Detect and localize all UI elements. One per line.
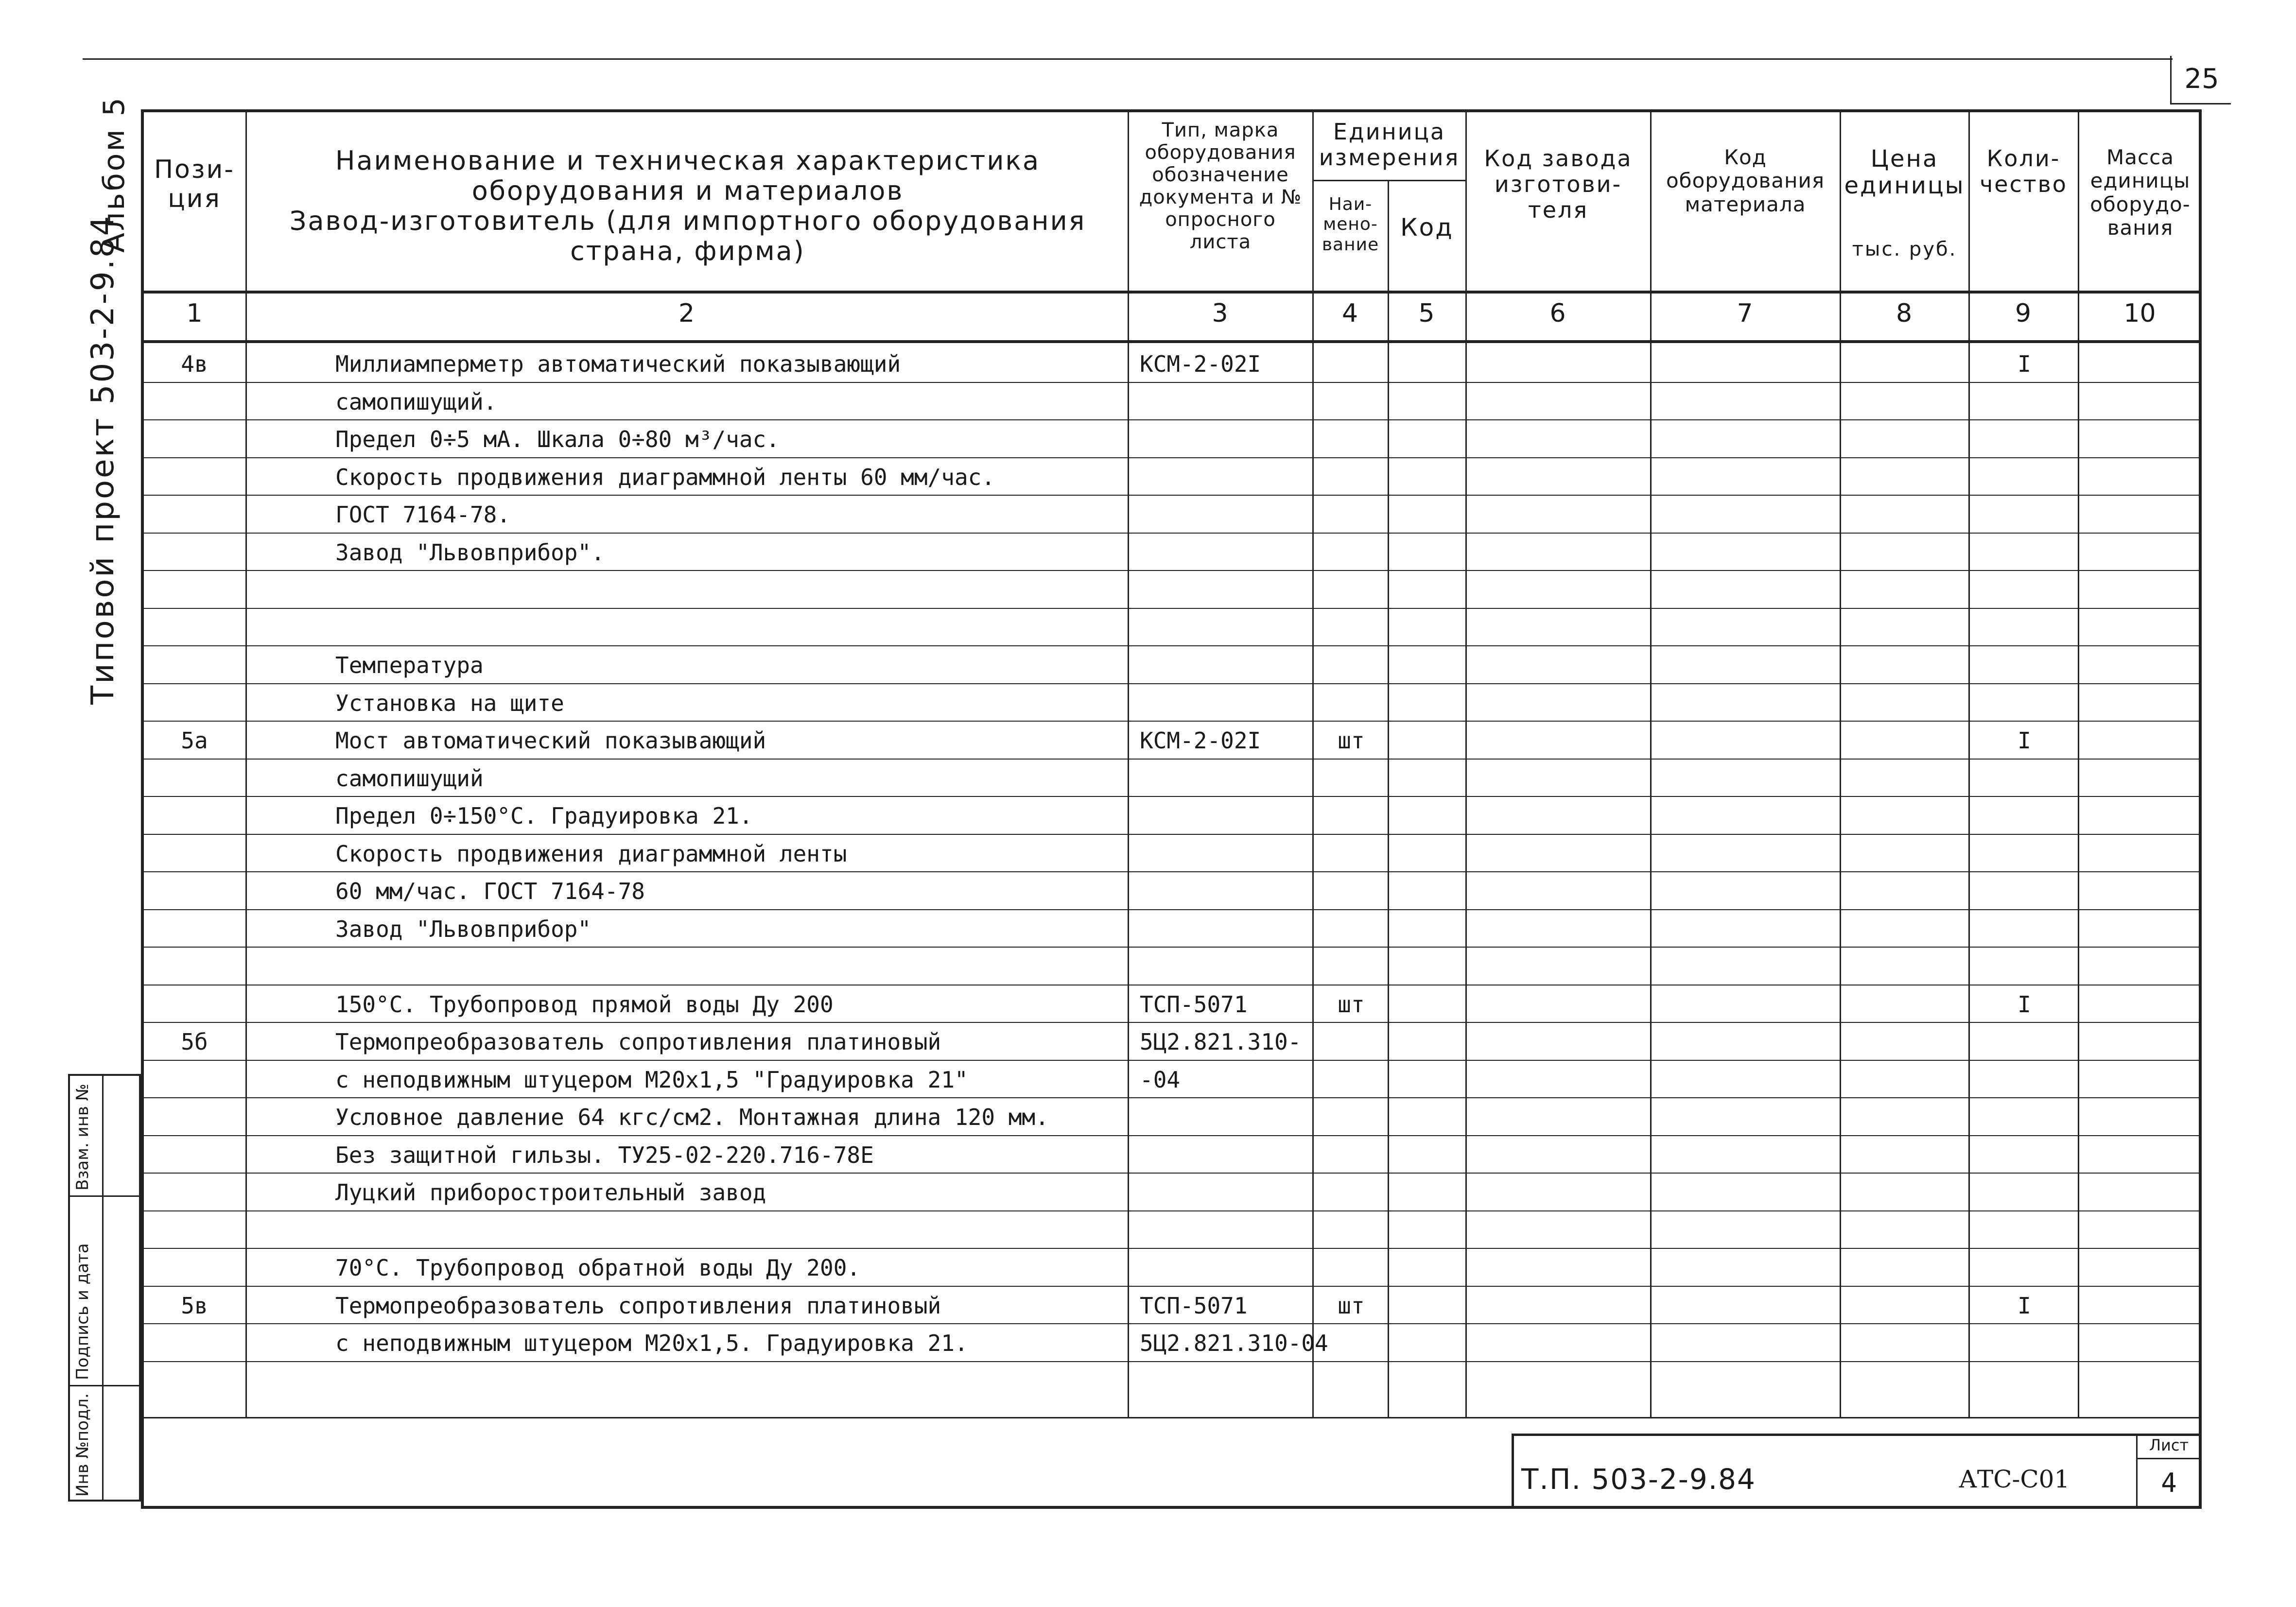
row-rule bbox=[141, 1022, 2202, 1023]
row-name: Термопреобразователь сопротивления платиновый bbox=[335, 1029, 941, 1055]
row-rule bbox=[141, 834, 2202, 835]
title-block-sheet-divider bbox=[2136, 1434, 2138, 1509]
row-unit: шт bbox=[1338, 727, 1365, 754]
row-type: ТСП-5071 bbox=[1140, 991, 1248, 1018]
row-rule bbox=[141, 645, 2202, 646]
header-unit: Единица измерения bbox=[1319, 119, 1460, 171]
row-name: Мост автоматический показывающий bbox=[335, 727, 766, 754]
row-name: с неподвижным штуцером М20х1,5. Градуировка 21. bbox=[335, 1330, 968, 1356]
header-position: Пози- ция bbox=[154, 155, 235, 213]
row-type: 5Ц2.821.310- bbox=[1140, 1029, 1302, 1055]
sheet-label: Лист bbox=[2149, 1436, 2189, 1454]
row-name: Завод "Львовприбор" bbox=[335, 916, 591, 942]
row-rule bbox=[141, 457, 2202, 458]
row-name: Предел 0÷5 мА. Шкала 0÷80 м³/час. bbox=[335, 426, 780, 452]
row-name: Предел 0÷150°С. Градуировка 21. bbox=[335, 803, 753, 829]
row-rule bbox=[141, 382, 2202, 383]
row-name: Миллиамперметр автоматический показывающий bbox=[335, 351, 901, 377]
row-name: Скорость продвижения диаграммной ленты bbox=[335, 840, 847, 867]
page-number: 25 bbox=[2184, 63, 2219, 95]
row-type: ТСП-5071 bbox=[1140, 1292, 1248, 1319]
row-type: -04 bbox=[1140, 1066, 1181, 1093]
row-position: 5б bbox=[181, 1029, 208, 1055]
row-unit: шт bbox=[1338, 991, 1365, 1018]
row-name: Термопреобразователь сопротивления платиновый bbox=[335, 1292, 941, 1319]
row-name: ГОСТ 7164-78. bbox=[335, 501, 511, 528]
row-rule bbox=[141, 947, 2202, 948]
row-name: 60 мм/час. ГОСТ 7164-78 bbox=[335, 878, 645, 904]
header-unit-name: Наи- мено- вание bbox=[1322, 194, 1379, 255]
row-rule bbox=[141, 608, 2202, 609]
row-name: Условное давление 64 кгс/см2. Монтажная длина 120 мм. bbox=[335, 1104, 1049, 1130]
header-equipment-code: Код оборудования материала bbox=[1666, 145, 1825, 216]
row-quantity: I bbox=[2018, 727, 2031, 754]
header-price-unit: тыс. руб. bbox=[1852, 238, 1957, 260]
row-name: Установка на щите bbox=[335, 690, 564, 716]
row-rule bbox=[141, 909, 2202, 910]
row-quantity: I bbox=[2018, 351, 2031, 377]
row-name: Скорость продвижения диаграммной ленты 60 мм/час. bbox=[335, 464, 995, 490]
row-type: 5Ц2.821.310-04 bbox=[1140, 1330, 1328, 1356]
row-rule bbox=[141, 1323, 2202, 1324]
row-name: Без защитной гильзы. ТУ25-02-220.716-78Е bbox=[335, 1141, 874, 1168]
row-rule bbox=[141, 1173, 2202, 1174]
row-type: КСМ-2-02I bbox=[1140, 727, 1261, 754]
row-name: Температура bbox=[335, 652, 484, 678]
row-rule bbox=[141, 871, 2202, 872]
row-quantity: I bbox=[2018, 991, 2031, 1018]
row-rule bbox=[141, 1361, 2202, 1362]
project-note: Типовой проект 503-2-9.84 bbox=[85, 214, 121, 705]
row-rule bbox=[141, 495, 2202, 496]
row-unit: шт bbox=[1338, 1292, 1365, 1319]
row-position: 5а bbox=[181, 727, 208, 754]
row-rule bbox=[141, 759, 2202, 760]
row-quantity: I bbox=[2018, 1292, 2031, 1319]
stamp-label-inv: Инв №подл. bbox=[73, 1393, 92, 1497]
header-name: Наименование и техническая характеристика оборудования и материалов Завод-изготовитель (для импортного оборудования страна, фирма) bbox=[289, 145, 1086, 267]
header-quantity: Коли- чество bbox=[1980, 145, 2068, 197]
title-block-sheet-rule bbox=[2136, 1458, 2202, 1459]
doc-code: АТС-С01 bbox=[1959, 1465, 2070, 1493]
row-rule bbox=[141, 1210, 2202, 1211]
header-price: Цена единицы bbox=[1844, 145, 1965, 200]
stamp-label-replace: Взам. инв № bbox=[73, 1083, 92, 1191]
header-unit-code: Код bbox=[1400, 213, 1454, 242]
row-rule bbox=[141, 1060, 2202, 1061]
row-rule bbox=[141, 1248, 2202, 1249]
row-name: Луцкий приборостроительный завод bbox=[335, 1179, 766, 1206]
row-name: самопишущий. bbox=[335, 388, 497, 415]
doc-number: Т.П. 503-2-9.84 bbox=[1521, 1463, 1756, 1496]
row-rule bbox=[141, 721, 2202, 722]
row-type: КСМ-2-02I bbox=[1140, 351, 1261, 377]
row-name: Завод "Львовприбор". bbox=[335, 539, 605, 566]
row-rule bbox=[141, 1286, 2202, 1287]
row-name: с неподвижным штуцером М20х1,5 "Градуировка 21" bbox=[335, 1066, 968, 1093]
header-factory-code: Код завода изготови- теля bbox=[1484, 145, 1633, 223]
row-rule bbox=[141, 796, 2202, 797]
colnum-row: 1 2 3 4 5 6 7 8 9 10 bbox=[186, 299, 2156, 328]
row-position: 5в bbox=[181, 1292, 208, 1319]
row-name: 70°С. Трубопровод обратной воды Ду 200. bbox=[335, 1255, 861, 1281]
row-name: самопишущий bbox=[335, 765, 484, 792]
row-rule bbox=[141, 570, 2202, 571]
sheet-number: 4 bbox=[2161, 1468, 2177, 1498]
row-rule bbox=[141, 1097, 2202, 1098]
header-mass: Масса единицы оборудо- вания bbox=[2090, 145, 2191, 240]
row-rule bbox=[141, 419, 2202, 420]
row-rule bbox=[141, 1135, 2202, 1136]
album-note: Альбом 5 bbox=[97, 96, 131, 253]
row-position: 4в bbox=[181, 351, 208, 377]
row-rule bbox=[141, 533, 2202, 534]
stamp-label-sign: Подпись и дата bbox=[73, 1243, 92, 1380]
row-rule bbox=[141, 683, 2202, 684]
row-name: 150°С. Трубопровод прямой воды Ду 200 bbox=[335, 991, 834, 1018]
header-type: Тип, марка оборудования обозначение документа и № опросного листа bbox=[1139, 119, 1302, 253]
